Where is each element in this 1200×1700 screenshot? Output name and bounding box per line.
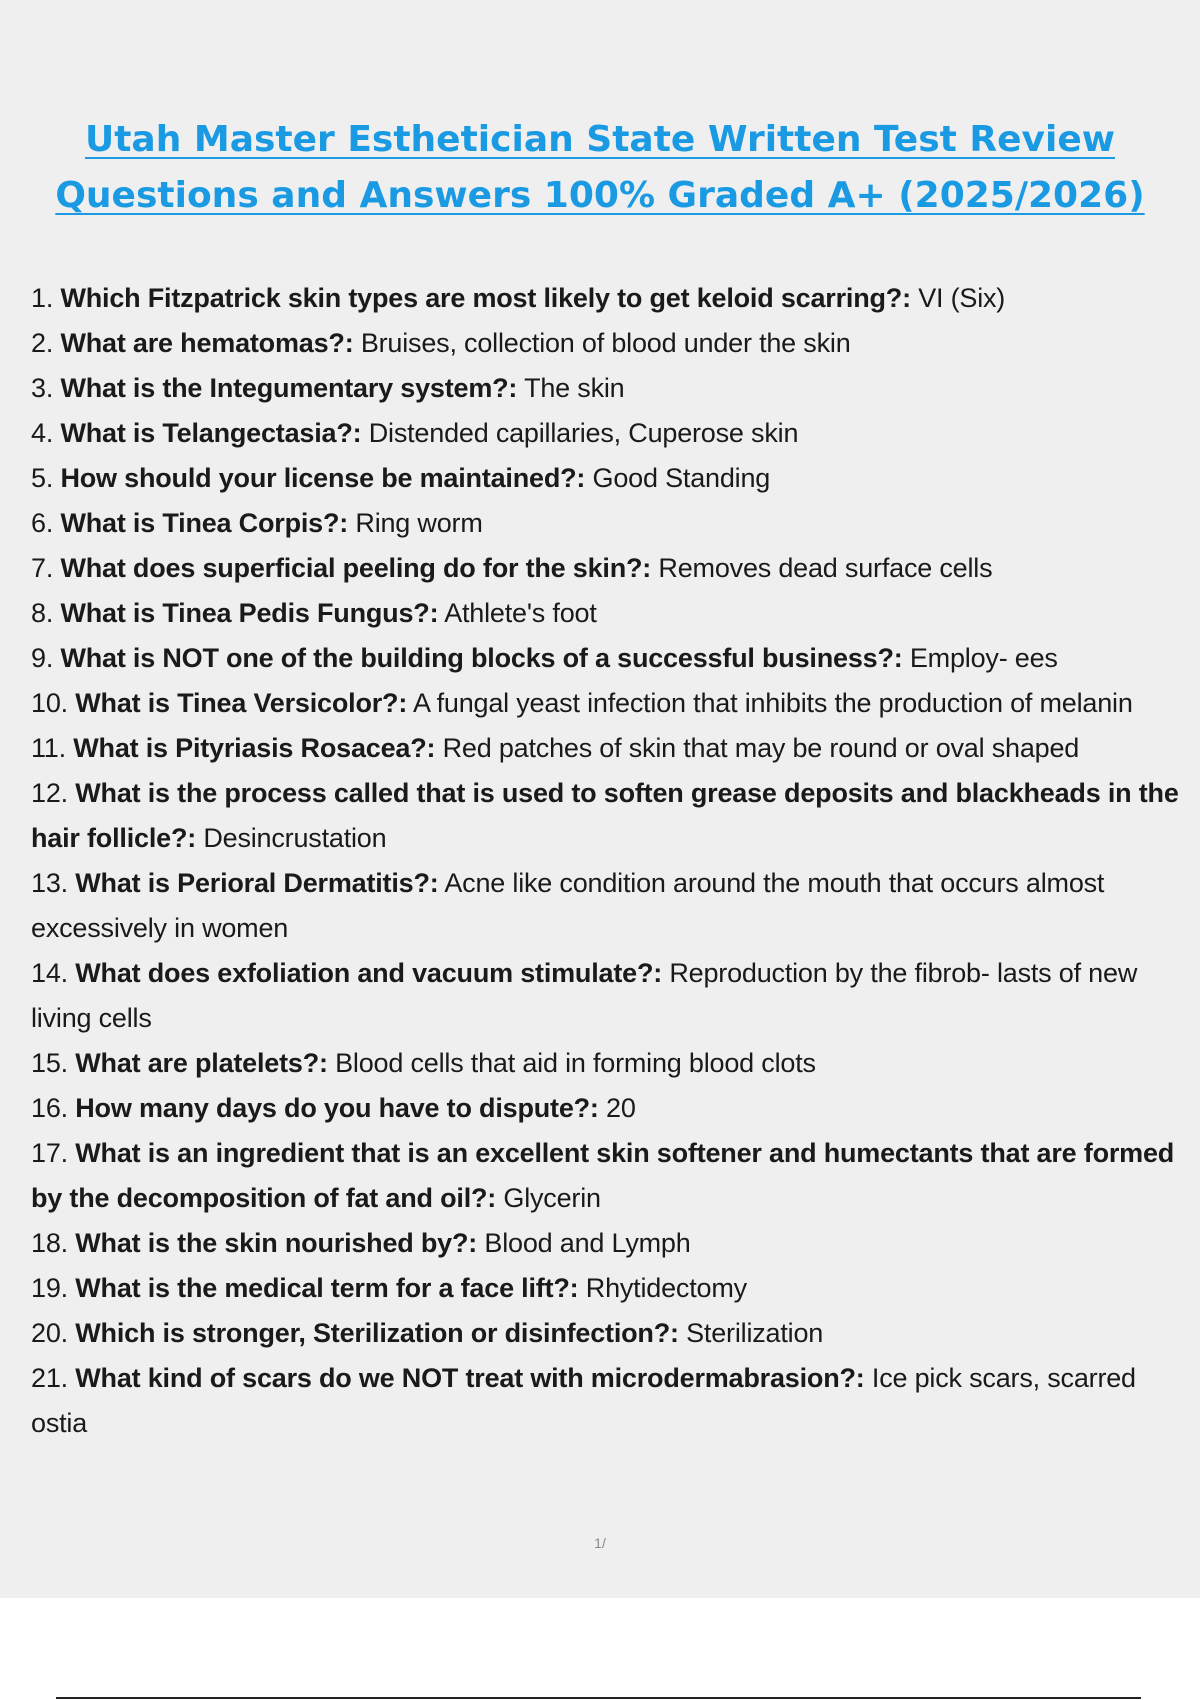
question-item [31, 411, 1191, 456]
question-text: What does exfoliation and vacuum stimulate?: [75, 958, 663, 988]
document-title [0, 112, 1200, 224]
question-item [31, 951, 1191, 1041]
question-number: 11. [31, 733, 66, 763]
answer-text: Distended capillaries, Cuperose skin [368, 418, 799, 448]
question-list [31, 276, 1191, 1446]
question-item [31, 1041, 1191, 1086]
question-text: Which is stronger, Sterilization or disinfection?: [75, 1318, 679, 1348]
question-number: 3. [31, 373, 54, 403]
answer-text: Ice pick scars, scarred ostia [31, 1363, 1136, 1438]
answer-text: Red patches of skin that may be round or oval shaped [442, 733, 1080, 763]
question-text: What kind of scars do we NOT treat with microdermabrasion?: [75, 1363, 865, 1393]
question-item [31, 726, 1191, 771]
question-number: 17. [31, 1138, 68, 1168]
answer-text: Employ- ees [909, 643, 1058, 673]
question-number: 5. [31, 463, 54, 493]
question-number: 10. [31, 688, 68, 718]
page-footer [0, 1598, 1200, 1700]
question-text: What is Tinea Versicolor?: [75, 688, 408, 718]
question-item [31, 366, 1191, 411]
page-number: 1/ [594, 1535, 606, 1551]
question-text: What does superficial peeling do for the skin?: [60, 553, 652, 583]
question-number: 2. [31, 328, 54, 358]
question-item [31, 456, 1191, 501]
answer-text: A fungal yeast infection that inhibits the production of melanin [412, 688, 1133, 718]
answer-text: Reproduction by the fibrob- lasts of new living cells [31, 958, 1138, 1033]
question-text: What are platelets?: [75, 1048, 328, 1078]
question-text: What is the medical term for a face lift?: [75, 1273, 579, 1303]
question-item [31, 1221, 1191, 1266]
question-text: What is Tinea Pedis Fungus?: [60, 598, 439, 628]
question-text: What is an ingredient that is an excellent skin softener and humectants that are formed by the decomposition of fat and oil?: [31, 1138, 1175, 1213]
question-text: What is Telangectasia?: [60, 418, 362, 448]
question-item [31, 861, 1191, 951]
answer-text: Sterilization [686, 1318, 824, 1348]
question-number: 7. [31, 553, 54, 583]
answer-text: Desincrustation [203, 823, 387, 853]
question-number: 9. [31, 643, 54, 673]
footer-divider [56, 1697, 1141, 1699]
question-number: 1. [31, 283, 54, 313]
question-text: Which Fitzpatrick skin types are most likely to get keloid scarring?: [60, 283, 911, 313]
answer-text: Athlete's foot [444, 598, 597, 628]
question-number: 18. [31, 1228, 68, 1258]
question-number: 4. [31, 418, 54, 448]
question-text: What is Tinea Corpis?: [60, 508, 349, 538]
question-item [31, 321, 1191, 366]
question-item [31, 636, 1191, 681]
question-item [31, 1266, 1191, 1311]
answer-text: Rhytidectomy [585, 1273, 747, 1303]
question-number: 14. [31, 958, 68, 988]
answer-text: Removes dead surface cells [658, 553, 993, 583]
question-text: What is Perioral Dermatitis?: [75, 868, 439, 898]
answer-text: VI (Six) [918, 283, 1006, 313]
question-text: What is Pityriasis Rosacea?: [73, 733, 436, 763]
answer-text: Bruises, collection of blood under the skin [360, 328, 851, 358]
question-number: 6. [31, 508, 54, 538]
question-item [31, 276, 1191, 321]
title-line-2: Questions and Answers 100% Graded A+ (2025/2026) [55, 175, 1145, 216]
answer-text: Acne like condition around the mouth that occurs almost excessively in women [31, 868, 1105, 943]
answer-text: Blood and Lymph [484, 1228, 691, 1258]
question-item [31, 591, 1191, 636]
question-item [31, 681, 1191, 726]
question-number: 8. [31, 598, 54, 628]
question-number: 12. [31, 778, 68, 808]
question-number: 13. [31, 868, 68, 898]
question-number: 15. [31, 1048, 68, 1078]
question-item [31, 501, 1191, 546]
question-item [31, 771, 1191, 861]
answer-text: Ring worm [355, 508, 483, 538]
question-text: What are hematomas?: [60, 328, 354, 358]
question-text: What is NOT one of the building blocks of a successful business?: [60, 643, 903, 673]
question-number: 16. [31, 1093, 68, 1123]
question-item [31, 546, 1191, 591]
question-text: How should your license be maintained?: [60, 463, 586, 493]
answer-text: Good Standing [592, 463, 771, 493]
question-text: What is the process called that is used to soften grease deposits and blackheads in the hair follicle?: [31, 778, 1179, 853]
question-item [31, 1311, 1191, 1356]
question-number: 19. [31, 1273, 68, 1303]
question-text: What is the skin nourished by?: [75, 1228, 478, 1258]
question-item [31, 1131, 1191, 1221]
question-text: How many days do you have to dispute?: [75, 1093, 599, 1123]
answer-text: 20 [606, 1093, 636, 1123]
question-number: 21. [31, 1363, 68, 1393]
question-number: 20. [31, 1318, 68, 1348]
answer-text: Glycerin [503, 1183, 601, 1213]
title-line-1: Utah Master Esthetician State Written Test Review [84, 119, 1116, 160]
answer-text: Blood cells that aid in forming blood clots [335, 1048, 816, 1078]
answer-text: The skin [524, 373, 625, 403]
question-item [31, 1086, 1191, 1131]
question-text: What is the Integumentary system?: [60, 373, 518, 403]
question-item [31, 1356, 1191, 1446]
